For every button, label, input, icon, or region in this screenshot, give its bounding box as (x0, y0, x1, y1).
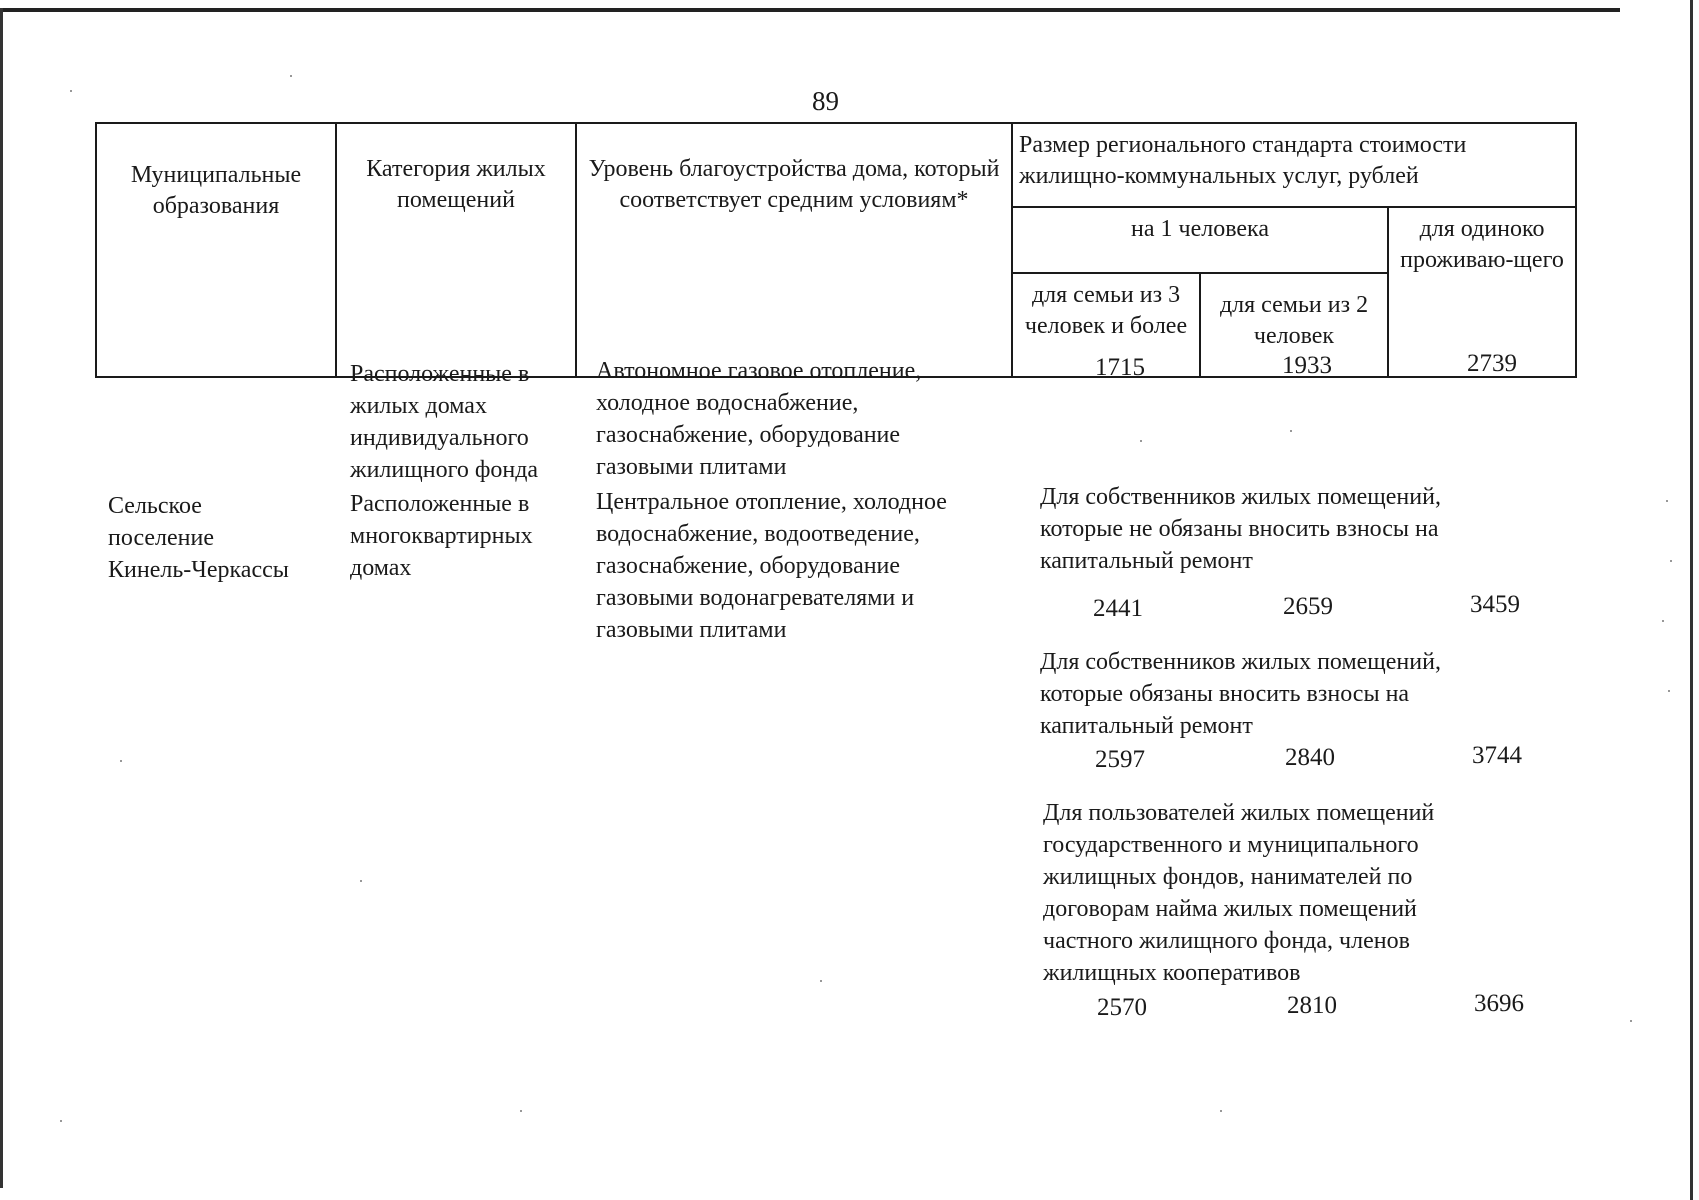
scan-speck (520, 1110, 522, 1112)
scan-speck (1290, 430, 1292, 432)
scan-speck (1630, 1020, 1632, 1022)
row1-family2-value: 1933 (1282, 352, 1332, 379)
header-single: для одиноко проживаю-щего (1388, 207, 1576, 377)
group1-single-value: 3459 (1470, 591, 1520, 618)
group3-family2-value: 2810 (1287, 992, 1337, 1019)
scan-speck (290, 75, 292, 77)
header-family2: для семьи из 2 человек (1200, 273, 1388, 377)
group3-family3-value: 2570 (1097, 994, 1147, 1021)
group2-label: Для собственников жилых помещений, которые обязаны вносить взносы на капитальный ремонт (1040, 649, 1441, 739)
header-level: Уровень благоустройства дома, который соответствует средним условиям* (576, 123, 1012, 377)
group1-family3-value: 2441 (1093, 595, 1143, 622)
header-standard: Размер регионального стандарта стоимости жилищно-коммунальных услуг, рублей (1012, 123, 1576, 207)
group1-label: Для собственников жилых помещений, которые не обязаны вносить взносы на капитальный ремонт (1040, 484, 1441, 574)
municipality-name: Сельское поселение Кинель-Черкассы (108, 493, 289, 583)
scan-speck (1140, 440, 1142, 442)
scan-border-left (0, 8, 3, 1188)
row1-level: Автономное газовое отопление, холодное водоснабжение, газоснабжение, оборудование газовыми плитами (596, 358, 922, 480)
header-table (95, 122, 1577, 378)
group2-family2-value: 2840 (1285, 744, 1335, 771)
scan-speck (70, 90, 72, 92)
scan-speck (120, 760, 122, 762)
scan-speck (820, 980, 822, 982)
scan-speck (1666, 500, 1668, 502)
scan-speck (1670, 560, 1672, 562)
page-number: 89 (812, 86, 839, 116)
row2-category: Расположенные в многоквартирных домах (350, 491, 533, 581)
scan-speck (1668, 690, 1670, 692)
group2-single-value: 3744 (1472, 742, 1522, 769)
header-municipal: Муниципальные образования (96, 123, 336, 377)
row1-single-value: 2739 (1467, 350, 1517, 377)
scan-speck (360, 880, 362, 882)
row2-level: Центральное отопление, холодное водоснабжение, водоотведение, газоснабжение, оборудование газовыми водонагревателями и газовыми плитами (596, 489, 947, 643)
header-family3: для семьи из 3 человек и более (1012, 273, 1200, 377)
group3-single-value: 3696 (1474, 990, 1524, 1017)
group2-family3-value: 2597 (1095, 746, 1145, 773)
row1-category: Расположенные в жилых домах индивидуального жилищного фонда (350, 361, 539, 483)
header-per-person: на 1 человека (1012, 207, 1388, 273)
group1-family2-value: 2659 (1283, 593, 1333, 620)
header-category: Категория жилых помещений (336, 123, 576, 377)
scan-speck (60, 1120, 62, 1122)
scan-border-top (0, 8, 1620, 12)
scan-border-right (1690, 0, 1693, 1200)
group3-label: Для пользователей жилых помещений государственного и муниципального жилищных фондов, нанимателей по договорам найма жилых помещений частного жилищного фонда, членов жилищных кооперативов (1043, 800, 1435, 986)
scan-speck (1220, 1110, 1222, 1112)
scan-speck (1662, 620, 1664, 622)
row1-family3-value: 1715 (1095, 354, 1145, 381)
